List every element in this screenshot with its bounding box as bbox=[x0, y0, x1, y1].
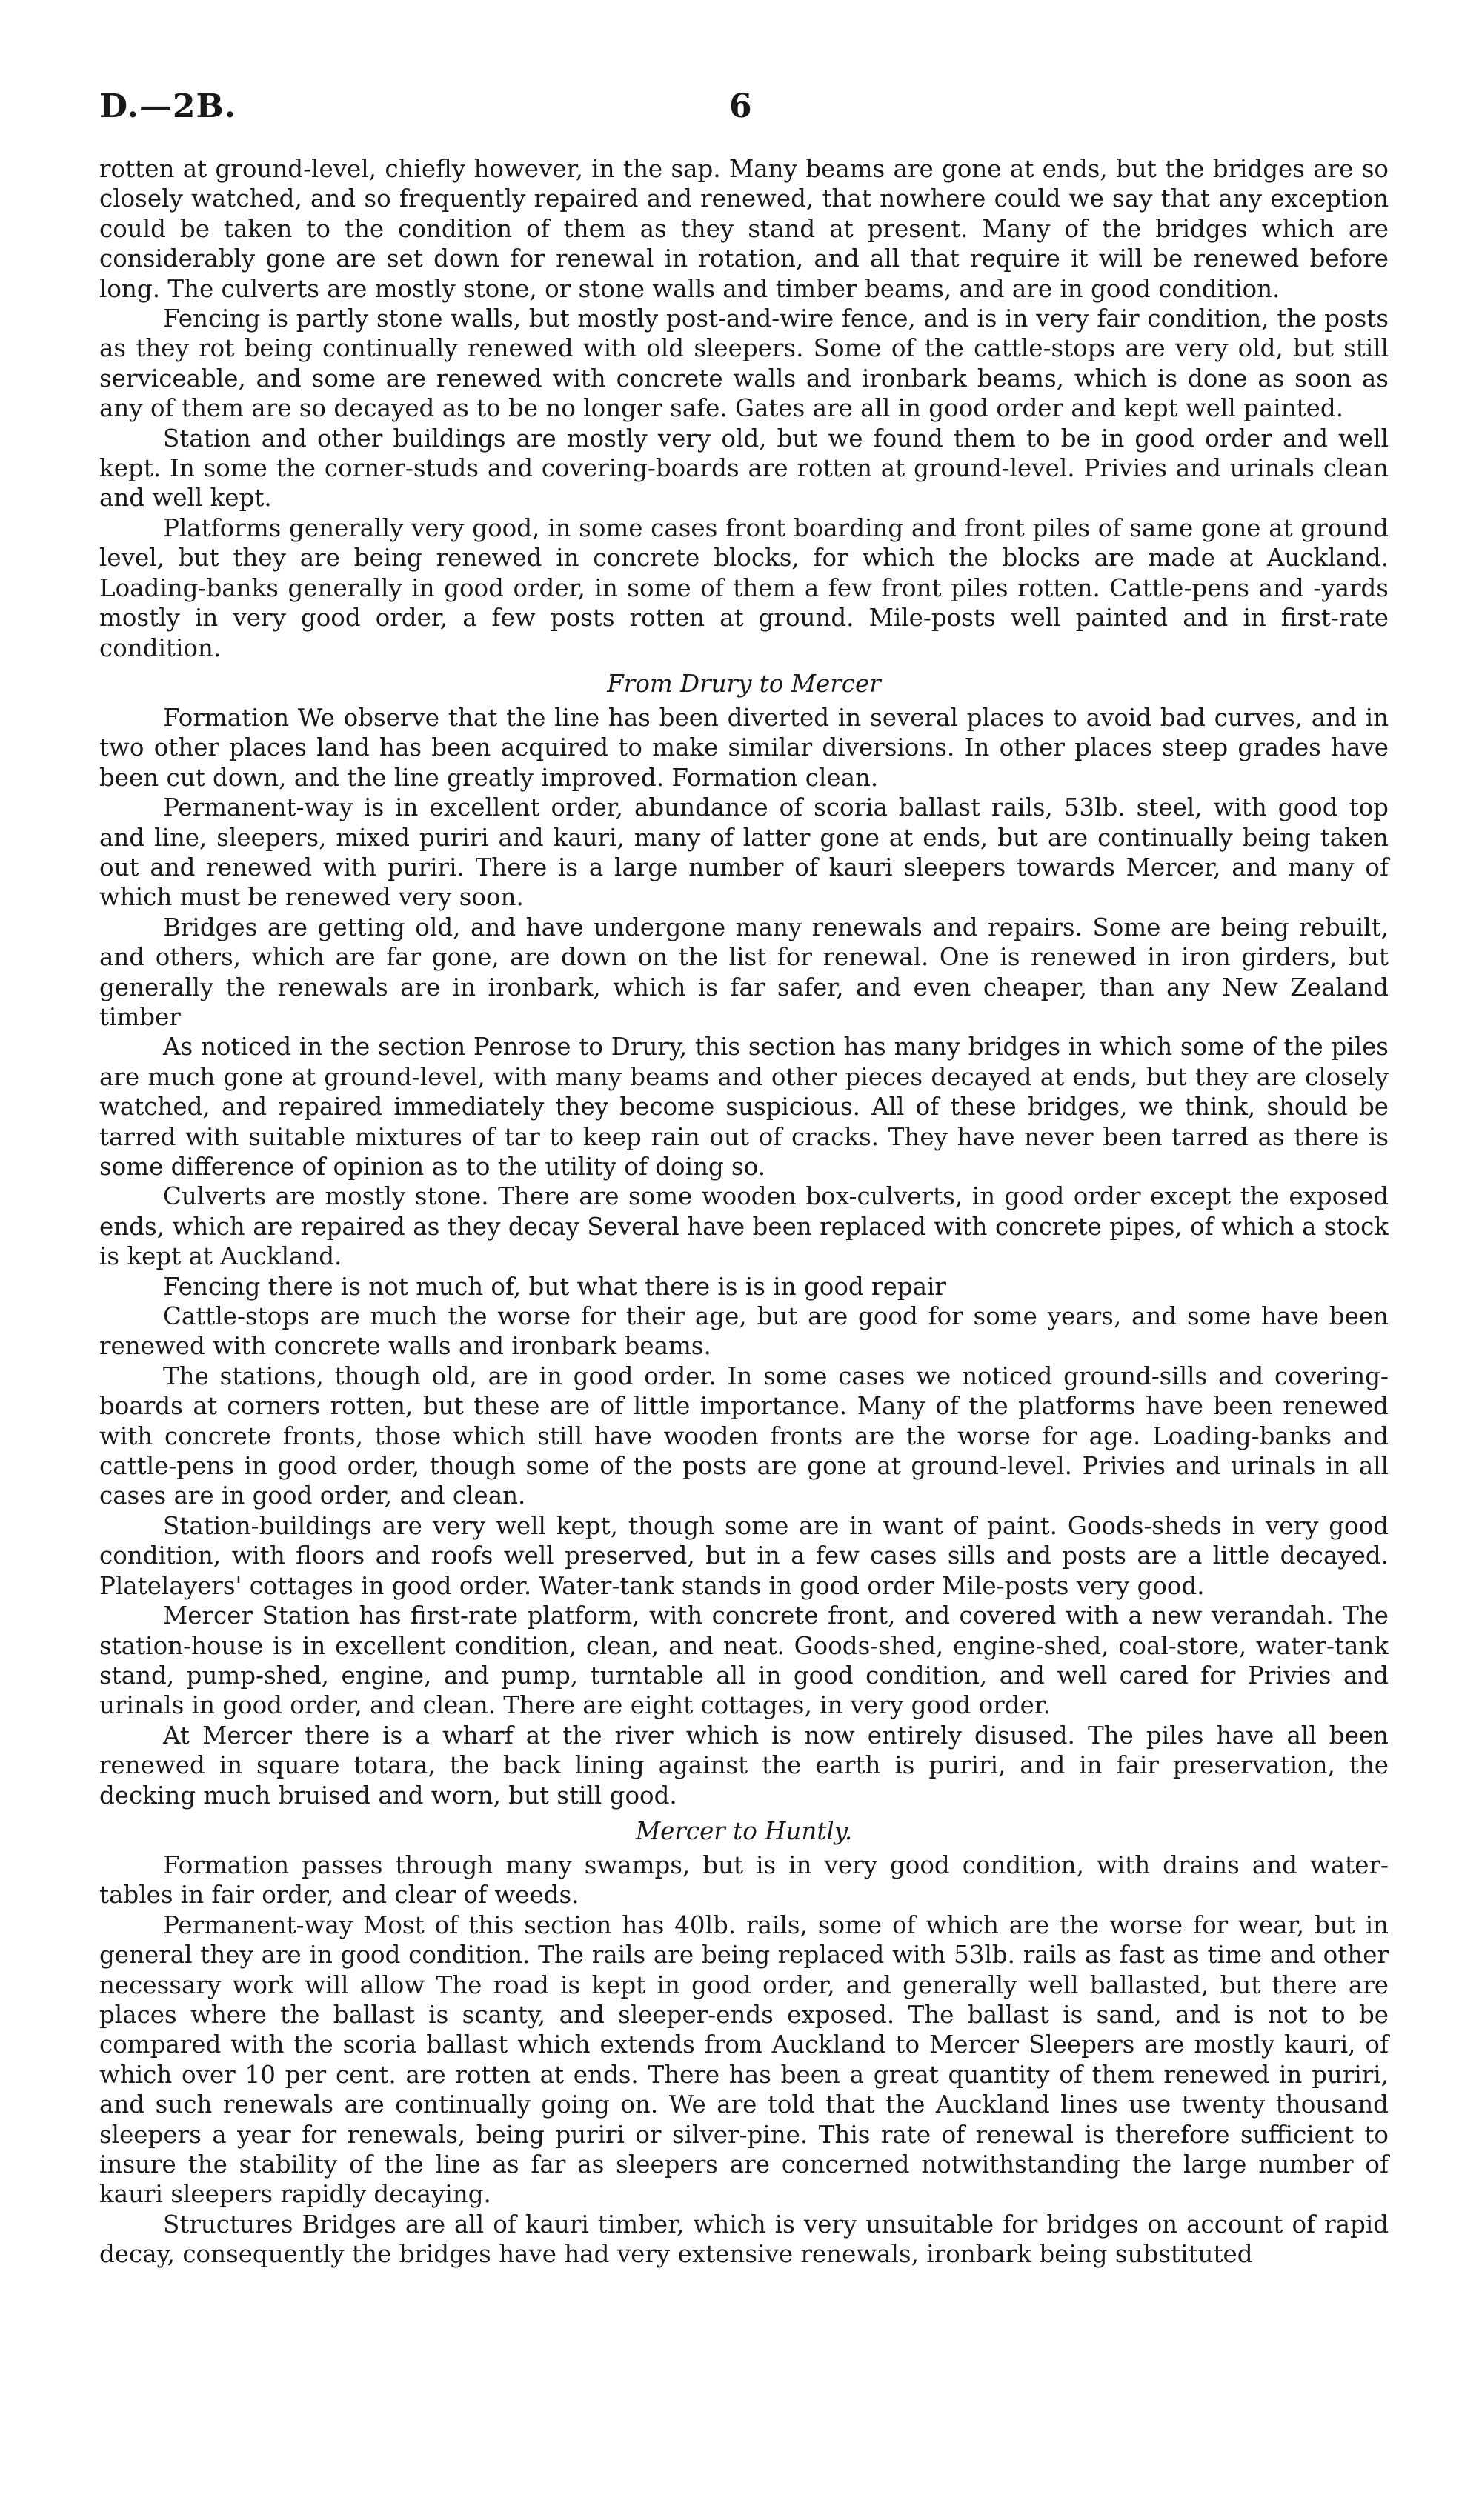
paragraph: Culverts are mostly stone. There are some wooden box-culverts, in good order except the exposed ends, which are repaired as they decay Several have been replaced with concrete pipes, of which a stock is kept at Auckland. bbox=[99, 1182, 1389, 1271]
page-header bbox=[99, 87, 1389, 139]
paragraph: Fencing there is not much of, but what there is is in good repair bbox=[163, 1272, 946, 1301]
paragraph: Mercer Station has first-rate platform, with concrete front, and covered with a new verandah. The station-house is in excellent condition, clean, and neat. Goods-shed, engine-shed, coal-store, water-tank stand, pump-shed, engine, and pump, turntable all in good condition, and well cared for Privies and urinals in good order, and clean. There are eight cottages, in very good order. bbox=[99, 1601, 1389, 1720]
document-reference: D.—2B. bbox=[99, 87, 237, 125]
body-text bbox=[99, 154, 1389, 2270]
paragraph: Fencing is partly stone walls, but mostly post-and-wire fence, and is in very fair condition, the posts as they rot being continually renewed with old sleepers. Some of the cattle-stops are very old, but still serviceable, and some are renewed with concrete walls and ironbark beams, which is done as soon as any of them are so decayed as to be no longer safe. Gates are all in good order and kept well painted. bbox=[99, 304, 1389, 423]
paragraph: Permanent-way is in excellent order, abundance of scoria ballast rails, 53lb. steel, with good top and line, sleepers, mixed puriri and kauri, many of latter gone at ends, but are continually being taken out and renewed with puriri. There is a large number of kauri sleepers towards Mercer, and many of which must be renewed very soon. bbox=[99, 793, 1389, 912]
paragraph: The stations, though old, are in good order. In some cases we noticed ground-sills and covering-boards at corners rotten, but these are of little importance. Many of the platforms have been renewed with concrete fronts, those which still have wooden fronts are the worse for age. Loading-banks and cattle-pens in good order, though some of the posts are gone at ground-level. Privies and urinals in all cases are in good order, and clean. bbox=[99, 1361, 1389, 1510]
paragraph: Bridges are getting old, and have undergone many renewals and repairs. Some are being rebuilt, and others, which are far gone, are down on the list for renewal. One is renewed in iron girders, but generally the renewals are in ironbark, which is far safer, and even cheaper, than any New Zealand timber bbox=[99, 913, 1389, 1031]
paragraph: At Mercer there is a wharf at the river which is now entirely disused. The piles have all been renewed in square totara, the back lining against the earth is puriri, and in fair preservation, the decking much bruised and worn, but still good. bbox=[99, 1721, 1389, 1810]
paragraph: Platforms generally very good, in some cases front boarding and front piles of same gone at ground level, but they are being renewed in concrete blocks, for which the blocks are made at Auckland. Loading-banks generally in good order, in some of them a few front piles rotten. Cattle-pens and -yards mostly in very good order, a few posts rotten at ground. Mile-posts well painted and in first-rate condition. bbox=[99, 513, 1389, 662]
paragraph: Formation We observe that the line has been diverted in several places to avoid bad curves, and in two other places land has been acquired to make similar diversions. In other places steep grades have been cut down, and the line greatly improved. Formation clean. bbox=[99, 703, 1389, 792]
paragraph: Formation passes through many swamps, but is in very good condition, with drains and water-tables in fair order, and clear of weeds. bbox=[99, 1850, 1389, 1910]
page-number: 6 bbox=[729, 87, 752, 125]
paragraph: Permanent-way Most of this section has 40lb. rails, some of which are the worse for wear, but in general they are in good condition. The rails are being replaced with 53lb. rails as fast as time and other necessary work will allow The road is kept in good order, and generally well ballasted, but there are places where the ballast is scanty, and sleeper-ends exposed. The ballast is sand, and is not to be compared with the scoria ballast which extends from Auckland to Mercer Sleepers are mostly kauri, of which over 10 per cent. are rotten at ends. There has been a great quantity of them renewed in puriri, and such renewals are continually going on. We are told that the Auckland lines use twenty thousand sleepers a year for renewals, being puriri or silver-pine. This rate of renewal is therefore sufficient to insure the stability of the line as far as sleepers are concerned notwithstanding the large number of kauri sleepers rapidly decaying. bbox=[99, 1910, 1389, 2209]
section-heading: From Drury to Mercer bbox=[607, 669, 881, 698]
paragraph: rotten at ground-level, chiefly however, in the sap. Many beams are gone at ends, but the bridges are so closely watched, and so frequently repaired and renewed, that nowhere could we say that any exception could be taken to the condition of them as they stand at present. Many of the bridges which are considerably gone are set down for renewal in rotation, and all that require it will be renewed before long. The culverts are mostly stone, or stone walls and timber beams, and are in good condition. bbox=[99, 155, 1389, 303]
paragraph: Station-buildings are very well kept, though some are in want of paint. Goods-sheds in very good condition, with floors and roofs well preserved, but in a few cases sills and posts are a little decayed. Platelayers' cottages in good order. Water-tank stands in good order Mile-posts very good. bbox=[99, 1511, 1389, 1600]
paragraph: Structures Bridges are all of kauri timber, which is very unsuitable for bridges on account of rapid decay, consequently the bridges have had very extensive renewals, ironbark being substituted bbox=[99, 2210, 1389, 2269]
paragraph: Cattle-stops are much the worse for their age, but are good for some years, and some have been renewed with concrete walls and ironbark beams. bbox=[99, 1302, 1389, 1361]
paragraph: Station and other buildings are mostly very old, but we found them to be in good order and well kept. In some the corner-studs and covering-boards are rotten at ground-level. Privies and urinals clean and well kept. bbox=[99, 424, 1389, 513]
paragraph: As noticed in the section Penrose to Drury, this section has many bridges in which some of the piles are much gone at ground-level, with many beams and other pieces decayed at ends, but they are closely watched, and repaired immediately they become suspicious. All of these bridges, we think, should be tarred with suitable mixtures of tar to keep rain out of cracks. They have never been tarred as there is some difference of opinion as to the utility of doing so. bbox=[99, 1033, 1389, 1181]
section-heading: Mercer to Huntly. bbox=[635, 1816, 853, 1845]
